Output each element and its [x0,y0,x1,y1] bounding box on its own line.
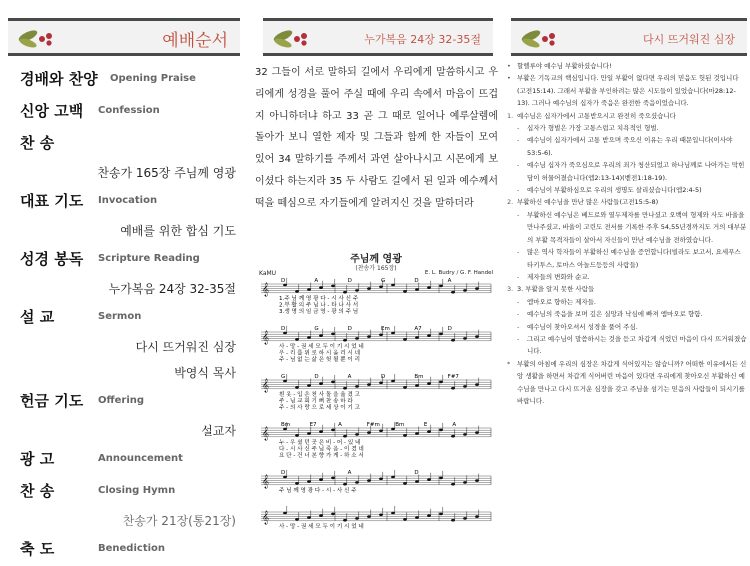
note-marker: * [507,359,511,368]
order-detail [8,160,242,186]
note-head [439,477,443,480]
note-text: 엠마오로 향하는 제자들. [527,297,596,306]
note-head [331,381,335,384]
order-item-korean: 헌금 기도 [20,392,84,410]
note-head [379,430,383,433]
note-head [307,480,311,483]
note-paragraph [507,134,747,159]
chord-label: F#m [366,422,380,428]
chord-label: D [414,278,419,284]
chord-label: D [414,470,419,476]
note-text: 예수님이 십자가에서 고통 받으며 죽으신 이유는 우리 때문입니다(이사야53:5-6). [527,136,733,157]
note-head [295,518,299,521]
note-head [475,287,479,290]
scripture-header [263,18,493,56]
hymn-subtitle: (찬송가 165장) [355,265,397,272]
note-text: 예수님은 십자가에서 고통받으시고 완전히 죽으셨습니다 [517,111,676,120]
note-head [343,483,347,486]
note-paragraph [507,296,747,308]
chord-label: D [347,278,352,284]
note-head [475,479,479,482]
note-head [283,380,287,383]
hymn-sheet-music [257,250,495,530]
lyric-line: 사 - 망 - 권 세 모 두 이 기 시 었 네 [279,344,364,350]
note-head [463,433,467,436]
note-paragraph [507,333,747,358]
note-head [355,517,359,520]
chord-label: G [381,278,386,284]
chord-label: E [423,422,428,428]
worship-order-title: 예배순서 [162,31,228,51]
order-item-english: Sermon [98,311,142,322]
hymn-title: 주님께 영광 [350,254,402,265]
note-head [331,333,335,336]
sermon-title: 다시 뜨거워진 심장 [642,33,735,46]
note-head [415,516,419,519]
note-head [319,286,323,289]
note-head [319,334,323,337]
sermon-header [511,18,747,56]
note-head [415,288,419,291]
note-head [379,382,383,385]
note-text: 부활하신 예수님은 베드로와 열두제자를 만나셨고 오백여 형제와 사도 바울을 만나주셨고, 바울이 고린도 전서를 기록한 주후 54,55년경까지도 거의 대부분의 부활 목격자들이 살아서 자신들이 만난 예수님을 전하였습니다. [527,210,747,244]
note-paragraph [507,110,747,122]
note-head [379,286,383,289]
note-head [295,290,299,293]
note-head [307,432,311,435]
order-item [8,244,242,276]
note-head [295,386,299,389]
staff-system [261,374,491,411]
note-head [475,431,479,434]
treble-clef-icon: 𝄞 [262,378,270,392]
order-item-english: Closing Hymn [98,485,176,496]
note-text: 제자들의 변화와 순교. [527,272,590,281]
chord-label: G [314,326,319,332]
note-paragraph [507,184,747,196]
order-item-english: Offering [98,395,145,406]
order-item-korean: 찬 송 [20,482,55,500]
note-head [463,481,467,484]
note-head [451,483,455,486]
note-head [283,428,287,431]
lyric-line: 누 - 우 셨 던 곳 은 비 - 어 - 있 네 [279,440,361,446]
lyric-line: 우 - 리 를 위 로 하 시 올 리 시 네 [279,350,361,357]
worship-order-header [8,18,240,56]
note-head [463,517,467,520]
note-head [283,284,287,287]
note-head [439,285,443,288]
note-marker: 3. [507,285,514,294]
note-head [415,480,419,483]
note-head [427,430,431,433]
order-detail-text: 박영식 목사 [174,366,236,380]
note-head [355,385,359,388]
sermon-notes-column [505,0,750,530]
chord-label: D [281,470,286,476]
note-marker: - [517,272,520,281]
order-item [8,128,242,160]
note-head [463,385,467,388]
order-detail-text: 찬송가 21장(통21장) [122,514,236,528]
note-head [319,382,323,385]
lyric-line: 다 - 시 사 신 주 님 죽 음 - 이 겼 네 [279,446,364,453]
order-detail [8,360,242,386]
note-head [403,386,407,389]
order-detail-text: 다시 뜨거워진 심장 [135,340,236,354]
order-item [8,64,242,96]
order-detail [8,508,242,534]
note-marker: - [517,334,520,343]
note-marker: - [517,310,520,319]
chord-label: D [447,326,452,332]
treble-clef-icon: 𝄞 [262,426,270,440]
note-head [307,336,311,339]
chord-label: A [452,422,457,428]
note-marker: - [517,124,520,133]
order-item [8,186,242,218]
chord-label: A [447,278,452,284]
note-head [343,339,347,342]
note-paragraph [507,72,747,109]
leaf-berry-icon [519,27,561,49]
note-head [391,428,395,431]
note-head [451,519,455,522]
order-item-korean: 광 고 [20,450,55,468]
note-head [343,387,347,390]
scripture-title: 누가복음 24장 32-35절 [364,33,481,46]
note-head [403,290,407,293]
note-head [463,289,467,292]
order-item-english: Confession [98,105,160,116]
note-head [319,478,323,481]
order-item-english: Opening Praise [110,73,196,84]
order-item-korean: 신앙 고백 [20,102,84,120]
note-marker: - [517,136,520,145]
worship-order-column [0,0,248,558]
note-marker: • [507,74,511,83]
note-head [331,429,335,432]
note-text: 부활하신 예수님을 만난 많은 사람들(고전15:5-8) [517,198,659,207]
note-head [391,380,395,383]
note-head [379,514,383,517]
note-marker: - [517,210,520,219]
note-head [283,332,287,335]
note-head [343,435,347,438]
note-head [403,518,407,521]
note-paragraph [507,122,747,134]
note-head [451,435,455,438]
note-text: 할렐루야 예수님 부활하셨습니다! [517,62,612,70]
order-item-english: Benediction [98,543,166,554]
note-head [439,333,443,336]
chord-label: D [314,374,319,380]
note-text: 3. 부활을 알지 못한 사람들 [517,285,595,294]
note-text: 예수님이 찾아오셔서 성경을 풀어 주심. [527,322,638,331]
order-item-korean: 성경 봉독 [20,250,84,268]
order-item-english: Announcement [98,453,183,464]
note-marker: - [517,161,520,170]
note-head [295,482,299,485]
order-item-korean: 경배와 찬양 [20,70,98,88]
chord-label: G [281,374,286,380]
staff-system [261,506,491,530]
note-head [451,387,455,390]
note-head [427,286,431,289]
note-paragraph [507,196,747,208]
note-paragraph [507,271,747,283]
note-head [343,519,347,522]
leaf-berry-icon [271,27,313,49]
note-head [427,478,431,481]
chord-label: A [338,422,342,428]
order-detail-text: 찬송가 165장 주님께 영광 [97,166,236,180]
treble-clef-icon: 𝄞 [262,510,270,524]
chord-label: D [347,326,352,332]
note-head [415,336,419,339]
note-head [451,339,455,342]
note-head [463,337,467,340]
chord-label: E7 [309,422,317,428]
note-head [307,516,311,519]
chord-label: A [314,278,319,284]
worship-order-list [8,64,242,566]
order-item-korean: 대표 기도 [20,192,84,210]
chord-label: Bm [281,422,291,428]
note-marker: - [517,322,520,331]
order-item-english: Scripture Reading [98,253,200,264]
note-head [343,291,347,294]
note-head [367,335,371,338]
note-head [307,288,311,291]
note-head [355,289,359,292]
note-head [367,287,371,290]
scripture-passage: 32 그들이 서로 말하되 길에서 우리에게 말씀하시고 우리에게 성경을 풀어 주실 때에 우리 속에서 마음이 뜨겁지 아니하더냐 하고 33 곧 그 때로 일어나 예루살렘에 돌아가 보니 열한 제자 및 그들과 함께 한 자들이 모여 있어 34 말하기를 주께서 과연 살아나시고 시몬에게 보이셨다 하는지라 35 두 사람도 길에서 된 일과 예수께서 떡을 떼심으로 자기들에게 알려지신 것을 말하더라 [255,67,498,209]
note-text: 부활의 아침에 우리의 심장은 차갑게 식어있지는 않습니까? 어떠한 이유에서든 신앙 생활을 하면서 차갑게 식어버린 마음이 있다면 우리에게 찾아오신 부활하신 예수님을 만나고 다시 뜨거운 심장을 갖고 주님을 섬기는 믿음의 사람들이 되시기를 바랍니다. [517,359,747,405]
staff-system [261,326,491,363]
note-head [331,285,335,288]
note-head [391,476,395,479]
note-marker: - [517,186,520,195]
note-head [415,432,419,435]
note-paragraph [507,308,747,320]
note-head [307,384,311,387]
lyric-line: 사 - 망 - 권 세 모 두 이 기 시 었 네 [279,524,364,530]
note-text: 예수님이 부활하심으로 우리의 생명도 살리셨습니다(엡2:4-5) [527,186,702,195]
chord-label: A [347,470,352,476]
hymn-key: KaMU [259,270,277,277]
note-head [319,430,323,433]
note-head [427,514,431,517]
note-head [475,383,479,386]
lyric-line: 주 - 님 없 는 삶 은 헛 될 뿐 이 리 [279,357,361,364]
lyric-line: 주 - 의 사 랑 으 로 세 상 이 기 고 [279,405,361,412]
hymn-staves [257,250,495,530]
note-head [319,514,323,517]
note-marker: - [517,297,520,306]
chord-label: D [381,374,386,380]
note-head [475,515,479,518]
chord-label: A [347,374,352,380]
chord-label: D [281,326,286,332]
order-item [8,534,242,566]
scripture-column [255,0,498,530]
lyric-line: 3.생 명 의 임 금 영 - 광 의 주 님 [279,309,359,316]
note-head [367,515,371,518]
note-marker: - [517,248,520,257]
lyric-line: 1.주 님 께 영 광 다 - 시 사 신 주 [279,296,359,302]
order-item [8,444,242,476]
order-item-korean: 축 도 [20,540,55,558]
note-head [403,434,407,437]
note-head [439,429,443,432]
note-head [367,383,371,386]
note-text: 예수님의 죽음을 보며 깊은 실망과 낙심에 빠져 엠마오로 향함. [527,310,703,319]
note-paragraph [507,283,747,295]
staff-system [261,278,491,315]
chord-label: Bm [414,374,424,380]
chord-label: Bm [395,422,405,428]
order-detail-text: 예배를 위한 합심 기도 [120,224,236,238]
note-head [295,434,299,437]
treble-clef-icon: 𝄞 [262,330,270,344]
note-head [415,384,419,387]
order-detail [8,418,242,444]
note-paragraph [507,209,747,246]
treble-clef-icon: 𝄞 [262,282,270,296]
note-text: 부활은 기독교의 핵심입니다. 만일 부활이 없다면 우리의 믿음도 헛된 것입니다(고전15:14). 그래서 부활을 부인하려는 많은 시도들이 있었습니다(마28:12-13). 그러나 예수님의 십자가 죽음은 완전한 죽음이었습니다. [517,74,739,108]
note-marker: • [507,62,511,70]
note-head [331,477,335,480]
order-item [8,386,242,418]
note-head [391,332,395,335]
note-paragraph [507,321,747,333]
order-item-english: Invocation [98,195,158,206]
note-head [439,381,443,384]
note-head [367,431,371,434]
note-head [283,476,287,479]
note-head [391,284,395,287]
note-head [451,291,455,294]
staff-system [261,422,491,459]
chord-label: A7 [414,326,422,332]
note-marker: 1. [507,111,514,120]
note-text: 예수님 십자가 죽으심으로 우리의 죄가 청산되었고 하나님께로 나아가는 막힌 담이 허물어졌습니다(엡2:13-14)(벧전1:18-19). [527,161,745,182]
note-head [403,482,407,485]
note-head [367,479,371,482]
note-text: 많은 역사 학자들이 부활하신 예수님을 증언합니다(빌라도 보고서, 요세푸스 타키투스, 토마스 아놀드등등의 사람들) [527,248,741,269]
note-head [355,433,359,436]
order-detail [8,276,242,302]
note-head [331,513,335,516]
treble-clef-icon: 𝄞 [262,474,270,488]
note-paragraph [507,159,747,184]
order-detail-text: 누가복음 24장 32-35절 [108,282,236,296]
leaf-berry-icon [16,27,58,49]
order-item [8,302,242,334]
note-paragraph [507,60,747,72]
lyric-line: 주 님 께 영 광 다 - 시 - 사 신 주 [279,488,357,494]
staff-system [261,470,491,494]
hymn-authors: E. L. Budry / G. F. Handel [424,270,493,276]
note-head [427,334,431,337]
note-head [427,382,431,385]
chord-label: Em [381,326,390,332]
chord-label: D [281,278,286,284]
lyric-line: 2.부 활 의 주 님 나 - 타 나 사 서 [279,302,359,309]
note-text: 십자가 형벌은 가장 고통스럽고 치욕적인 형벌. [527,124,659,133]
note-text: 그리고 예수님이 말씀하시는 것을 듣고 차갑게 식었던 마음이 다시 뜨거워졌습니다. [527,334,747,356]
note-head [295,338,299,341]
order-item-korean: 설 교 [20,308,55,326]
lyric-line: 요 단 - 건 너 본 향 가 게 - 하 소 서 [279,453,364,460]
note-head [355,337,359,340]
order-detail [8,218,242,244]
order-item-korean: 찬 송 [20,134,55,152]
note-head [439,513,443,516]
note-head [475,335,479,338]
note-head [379,334,383,337]
order-detail-text: 설교자 [201,424,236,438]
note-marker: 2. [507,198,514,207]
chord-label: F#7 [447,374,459,380]
note-paragraph [507,358,747,408]
lyric-line: 주 - 님 교 회 기 뻐 찬 송 하 라 [279,398,353,405]
note-head [403,338,407,341]
note-head [391,512,395,515]
note-head [355,481,359,484]
note-head [379,478,383,481]
lyric-line: 흰 옷 - 입 은 천 사 돌 을 옮 겼 고 [279,392,361,398]
note-head [283,512,287,515]
order-detail [8,334,242,360]
order-item [8,96,242,128]
order-item [8,476,242,508]
note-paragraph [507,246,747,271]
sermon-notes [507,60,747,407]
